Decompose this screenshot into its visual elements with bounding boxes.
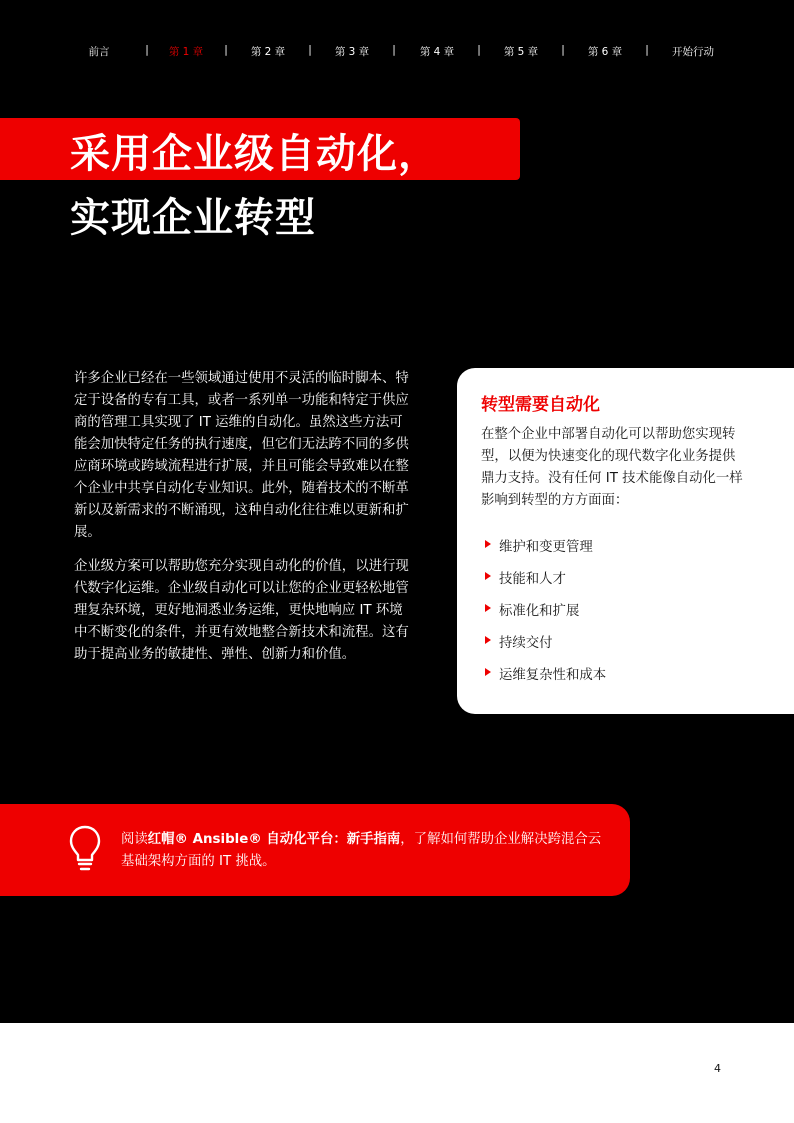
intro-paragraph-2: 企业级方案可以帮助您充分实现自动化的价值，以进行现代数字化运维。企业级自动化可以让您的企业更轻松地管理复杂环境，更好地洞悉业务运维，更快地响应 IT 环境中不断变化的条件，并更有效地整合新技术和流程。这有助于提高业务的敏捷性、弹性、创新力和价值。 — [74, 559, 409, 662]
list-item — [485, 664, 606, 696]
sidebar-card — [457, 368, 794, 714]
callout-link[interactable]: 红帽® Ansible® 自动化平台：新手指南 — [147, 832, 401, 847]
page-title — [70, 122, 439, 250]
intro-text — [74, 368, 410, 678]
lightbulb-icon — [68, 824, 102, 874]
list-item-label: 运维复杂性和成本 — [499, 668, 607, 683]
list-item — [485, 568, 606, 600]
nav-item-chapter-2[interactable]: 第 2 章 — [250, 46, 286, 58]
list-item-label: 持续交付 — [499, 636, 553, 651]
triangle-bullet-icon — [485, 572, 491, 580]
nav-item-chapter-4[interactable]: 第 4 章 — [419, 46, 455, 58]
nav-separator: | — [392, 44, 396, 56]
card-list — [485, 536, 606, 696]
nav-item-get-started[interactable]: 开始行动 — [672, 46, 714, 58]
list-item-label: 维护和变更管理 — [499, 540, 593, 555]
nav-separator: | — [561, 44, 565, 56]
triangle-bullet-icon — [485, 604, 491, 612]
page-title-line-1: 采用企业级自动化， — [70, 131, 439, 177]
nav-separator: | — [477, 44, 481, 56]
callout-text — [121, 829, 611, 873]
nav-separator: | — [145, 44, 149, 56]
nav-separator: | — [645, 44, 649, 56]
page-title-line-2: 实现企业转型 — [70, 195, 316, 241]
page-number: 4 — [714, 1062, 721, 1075]
chapter-nav — [0, 44, 794, 62]
callout-prefix: 阅读 — [121, 832, 148, 847]
list-item-label: 技能和人才 — [499, 572, 566, 587]
nav-item-preface[interactable]: 前言 — [88, 46, 110, 58]
nav-separator: | — [308, 44, 312, 56]
triangle-bullet-icon — [485, 636, 491, 644]
nav-separator: | — [224, 44, 228, 56]
list-item — [485, 536, 606, 568]
nav-item-chapter-5[interactable]: 第 5 章 — [503, 46, 539, 58]
triangle-bullet-icon — [485, 668, 491, 676]
nav-item-chapter-3[interactable]: 第 3 章 — [334, 46, 370, 58]
triangle-bullet-icon — [485, 540, 491, 548]
callout-suffix: ，了解如何帮助企业解决跨混合云基础架构方面的 IT 挑战。 — [121, 832, 602, 869]
nav-item-chapter-6[interactable]: 第 6 章 — [587, 46, 623, 58]
nav-item-chapter-1[interactable]: 第 1 章 — [168, 46, 204, 58]
list-item — [485, 600, 606, 632]
card-text: 在整个企业中部署自动化可以帮助您实现转型，以便为快速变化的现代数字化业务提供鼎力支持。没有任何 IT 技术能像自动化一样影响到转型的方方面面： — [481, 427, 743, 508]
card-title: 转型需要自动化 — [481, 395, 600, 415]
intro-paragraph-1: 许多企业已经在一些领域通过使用不灵活的临时脚本、特定于设备的专有工具，或者一系列单一功能和特定于供应商的管理工具实现了 IT 运维的自动化。虽然这些方法可能会加快特定任务的执行速度，但它们无法跨不同的多供应商环境或跨域流程进行扩展，并且可能会导致难以在整个企业中共享自动化专业知识。此外，随着技术的不断革新以及新需求的不断涌现，这种自动化往往难以更新和扩展。 — [74, 371, 409, 540]
list-item — [485, 632, 606, 664]
list-item-label: 标准化和扩展 — [499, 604, 580, 619]
